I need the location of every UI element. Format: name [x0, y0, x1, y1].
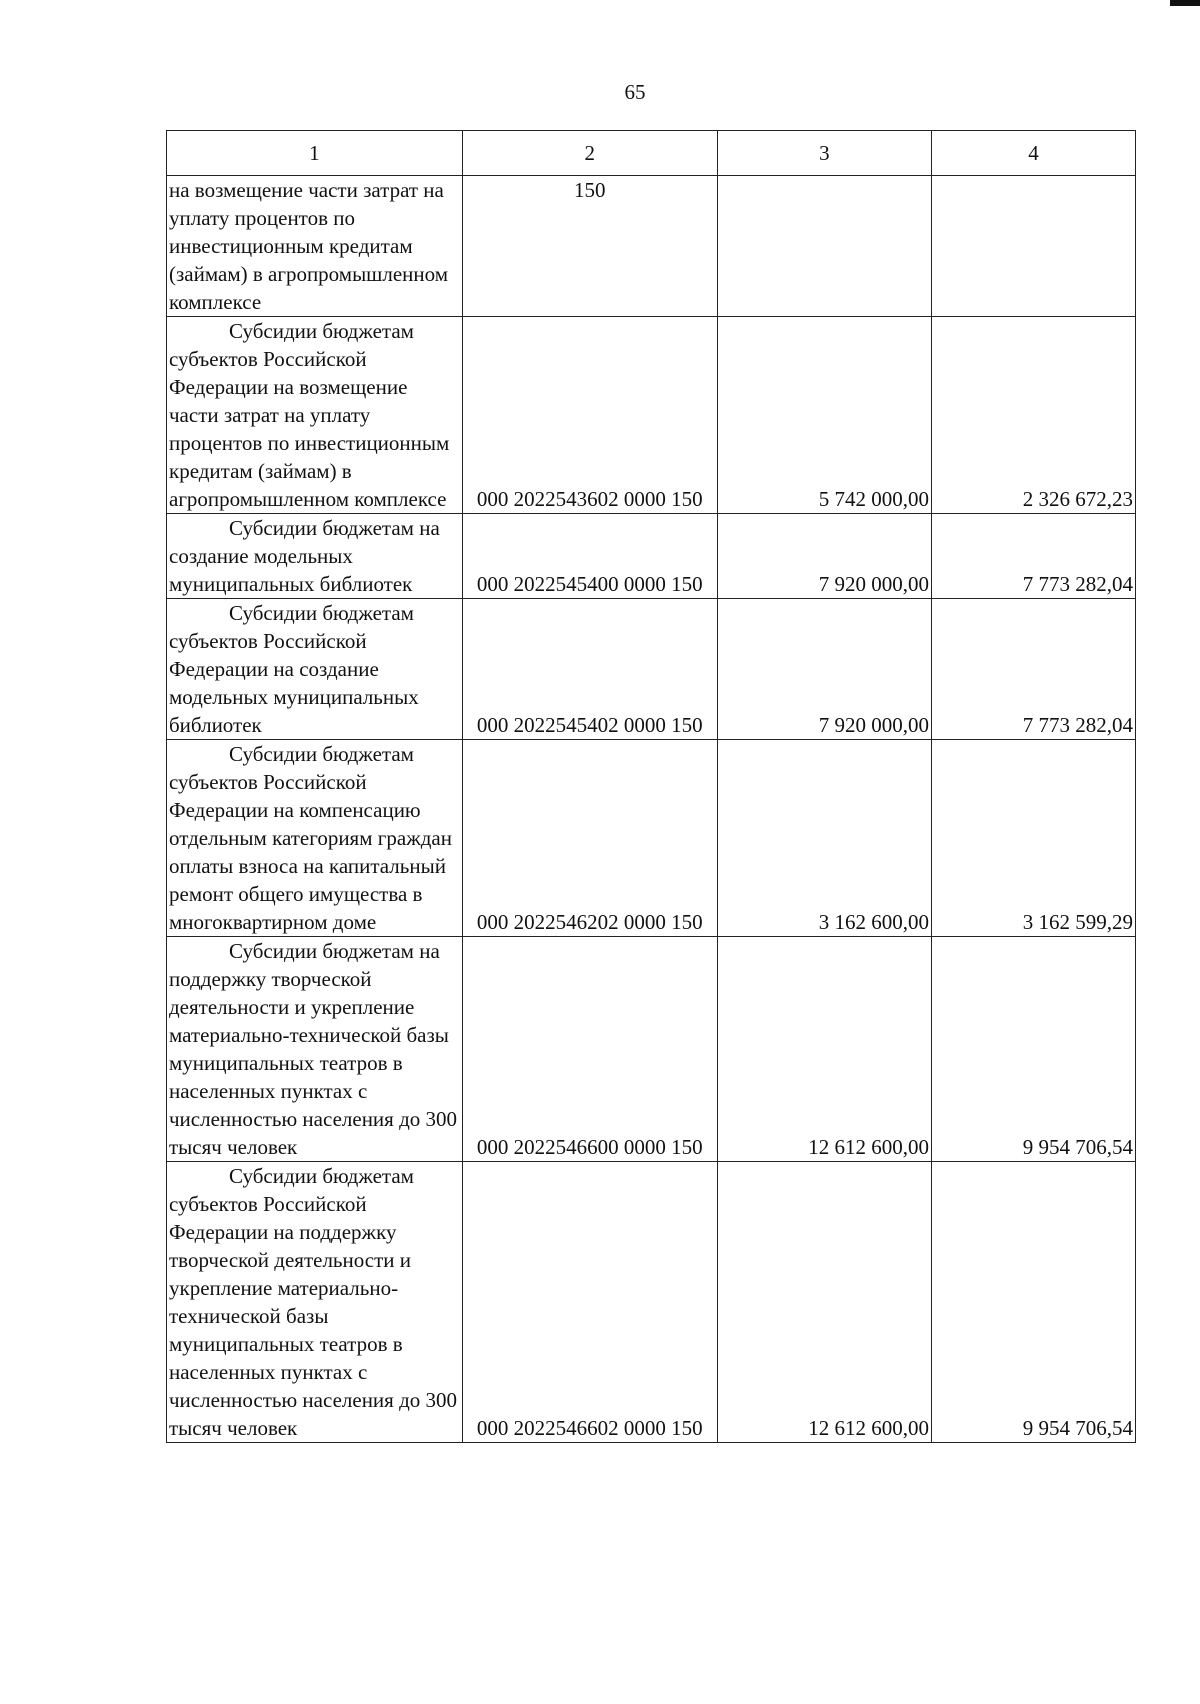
row-name: Субсидии бюджетам на создание модельных муниципальных библиотек [167, 514, 463, 599]
row-value-4: 7 773 282,04 [931, 599, 1135, 740]
row-code: 150 [462, 176, 717, 317]
column-header-1: 1 [167, 131, 463, 176]
row-code: 000 2022546602 0000 150 [462, 1162, 717, 1443]
row-name: на возмещение части затрат на уплату процентов по инвестиционным кредитам (займам) в агропромышленном комплексе [167, 176, 463, 317]
table-row [167, 1162, 1136, 1443]
row-value-4: 3 162 599,29 [931, 740, 1135, 937]
column-header-3: 3 [717, 131, 931, 176]
table-row [167, 937, 1136, 1162]
row-value-4: 9 954 706,54 [931, 1162, 1135, 1443]
row-value-3: 12 612 600,00 [717, 1162, 931, 1443]
row-name: Субсидии бюджетам субъектов Российской Федерации на создание модельных муниципальных библиотек [167, 599, 463, 740]
row-value-3: 12 612 600,00 [717, 937, 931, 1162]
table-header-row [167, 131, 1136, 176]
row-code: 000 2022545400 0000 150 [462, 514, 717, 599]
row-value-4 [931, 176, 1135, 317]
row-name: Субсидии бюджетам субъектов Российской Федерации на возмещение части затрат на уплату процентов по инвестиционным кредитам (займам) в агропромышленном комплексе [167, 317, 463, 514]
row-code: 000 2022545402 0000 150 [462, 599, 717, 740]
row-code: 000 2022543602 0000 150 [462, 317, 717, 514]
row-value-3 [717, 176, 931, 317]
table-row [167, 176, 1136, 317]
row-value-4: 7 773 282,04 [931, 514, 1135, 599]
row-code: 000 2022546600 0000 150 [462, 937, 717, 1162]
row-value-4: 2 326 672,23 [931, 317, 1135, 514]
scan-corner-mark [1170, 0, 1200, 6]
column-header-2: 2 [462, 131, 717, 176]
table-row [167, 599, 1136, 740]
column-header-4: 4 [931, 131, 1135, 176]
table-row [167, 317, 1136, 514]
table-row [167, 740, 1136, 937]
row-value-3: 7 920 000,00 [717, 599, 931, 740]
row-value-3: 3 162 600,00 [717, 740, 931, 937]
row-value-3: 5 742 000,00 [717, 317, 931, 514]
row-name: Субсидии бюджетам субъектов Российской Федерации на компенсацию отдельным категориям граждан оплаты взноса на капитальный ремонт общего имущества в многоквартирном доме [167, 740, 463, 937]
table-row [167, 514, 1136, 599]
row-value-3: 7 920 000,00 [717, 514, 931, 599]
page-number: 65 [624, 80, 646, 104]
row-value-4: 9 954 706,54 [931, 937, 1135, 1162]
row-name: Субсидии бюджетам на поддержку творческой деятельности и укрепление материально-технической базы муниципальных театров в населенных пунктах с численностью населения до 300 тысяч человек [167, 937, 463, 1162]
budget-table [166, 130, 1136, 1443]
row-name: Субсидии бюджетам субъектов Российской Федерации на поддержку творческой деятельности и укрепление материально-технической базы муниципальных театров в населенных пунктах с численностью населения до 300 тысяч человек [167, 1162, 463, 1443]
row-code: 000 2022546202 0000 150 [462, 740, 717, 937]
